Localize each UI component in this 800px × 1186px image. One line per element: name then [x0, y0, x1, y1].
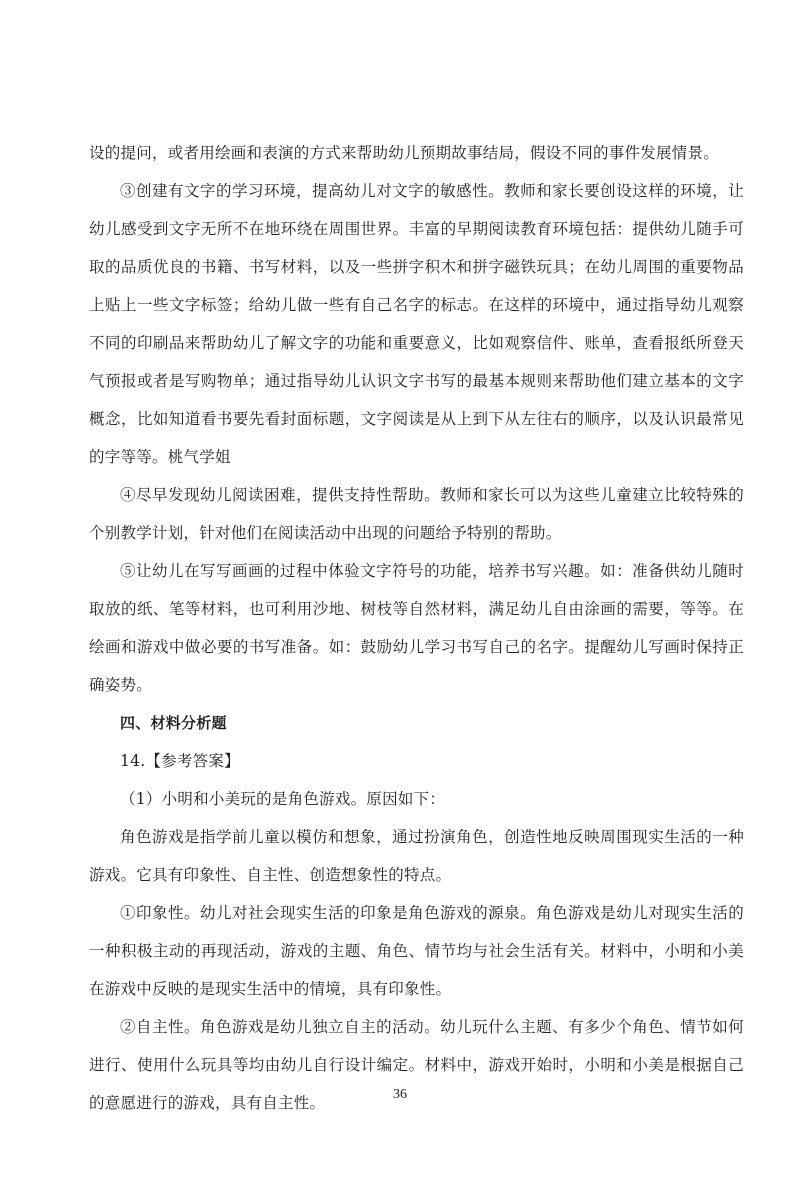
answer-label: 14.【参考答案】 [120, 752, 240, 770]
paragraph-autonomy: ②自主性。角色游戏是幼儿独立自主的活动。幼儿玩什么主题、有多少个角色、情节如何进行、使用什么玩具等均由幼儿自行设计编定。材料中，游戏开始时，小明和小美是根据自己的意愿进行的游戏，具有自主性。 [89, 1018, 744, 1112]
page-number: 36 [393, 1087, 407, 1102]
paragraph-role-play-definition: 角色游戏是指学前儿童以模仿和想象，通过扮演角色，创造性地反映周围现实生活的一种游戏。它具有印象性、自主性、创造想象性的特点。 [89, 828, 744, 884]
section-heading: 四、材料分析题 [120, 714, 227, 732]
page-body [89, 134, 744, 1122]
answer-part-1: （1）小明和小美玩的是角色游戏。原因如下： [120, 790, 446, 808]
paragraph-continuation: 设的提问，或者用绘画和表演的方式来帮助幼儿预期故事结局，假设不同的事件发展情景。 [89, 144, 720, 162]
paragraph-reading-difficulty: ④尽早发现幼儿阅读困难，提供支持性帮助。教师和家长可以为这些儿童建立比较特殊的个别教学计划，针对他们在阅读活动中出现的问题给予特别的帮助。 [89, 486, 744, 542]
paragraph-literacy-environment: ③创建有文字的学习环境，提高幼儿对文字的敏感性。教师和家长要创设这样的环境，让幼儿感受到文字无所不在地环绕在周围世界。丰富的早期阅读教育环境包括：提供幼儿随手可取的品质优良的书籍、书写材料，以及一些拼字积木和拼字磁铁玩具；在幼儿周围的重要物品上贴上一些文字标签；给幼儿做一些有自己名字的标志。在这样的环境中，通过指导幼儿观察不同的印刷品来帮助幼儿了解文字的功能和重要意义，比如观察信件、账单，查看报纸所登天气预报或者是写购物单；通过指导幼儿认识文字书写的最基本规则来帮助他们建立基本的文字概念，比如知道看书要先看封面标题，文字阅读是从上到下从左往右的顺序，以及认识最常见的字等等。桃气学姐 [89, 182, 744, 466]
paragraph-writing-interest: ⑤让幼儿在写写画画的过程中体验文字符号的功能，培养书写兴趣。如：准备供幼儿随时取放的纸、笔等材料，也可利用沙地、树枝等自然材料，满足幼儿自由涂画的需要，等等。在绘画和游戏中做必要的书写准备。如：鼓励幼儿学习书写自己的名字。提醒幼儿写画时保持正确姿势。 [89, 562, 744, 694]
paragraph-impression: ①印象性。幼儿对社会现实生活的印象是角色游戏的源泉。角色游戏是幼儿对现实生活的一种积极主动的再现活动，游戏的主题、角色、情节均与社会生活有关。材料中，小明和小美在游戏中反映的是现实生活中的情境，具有印象性。 [89, 904, 744, 998]
